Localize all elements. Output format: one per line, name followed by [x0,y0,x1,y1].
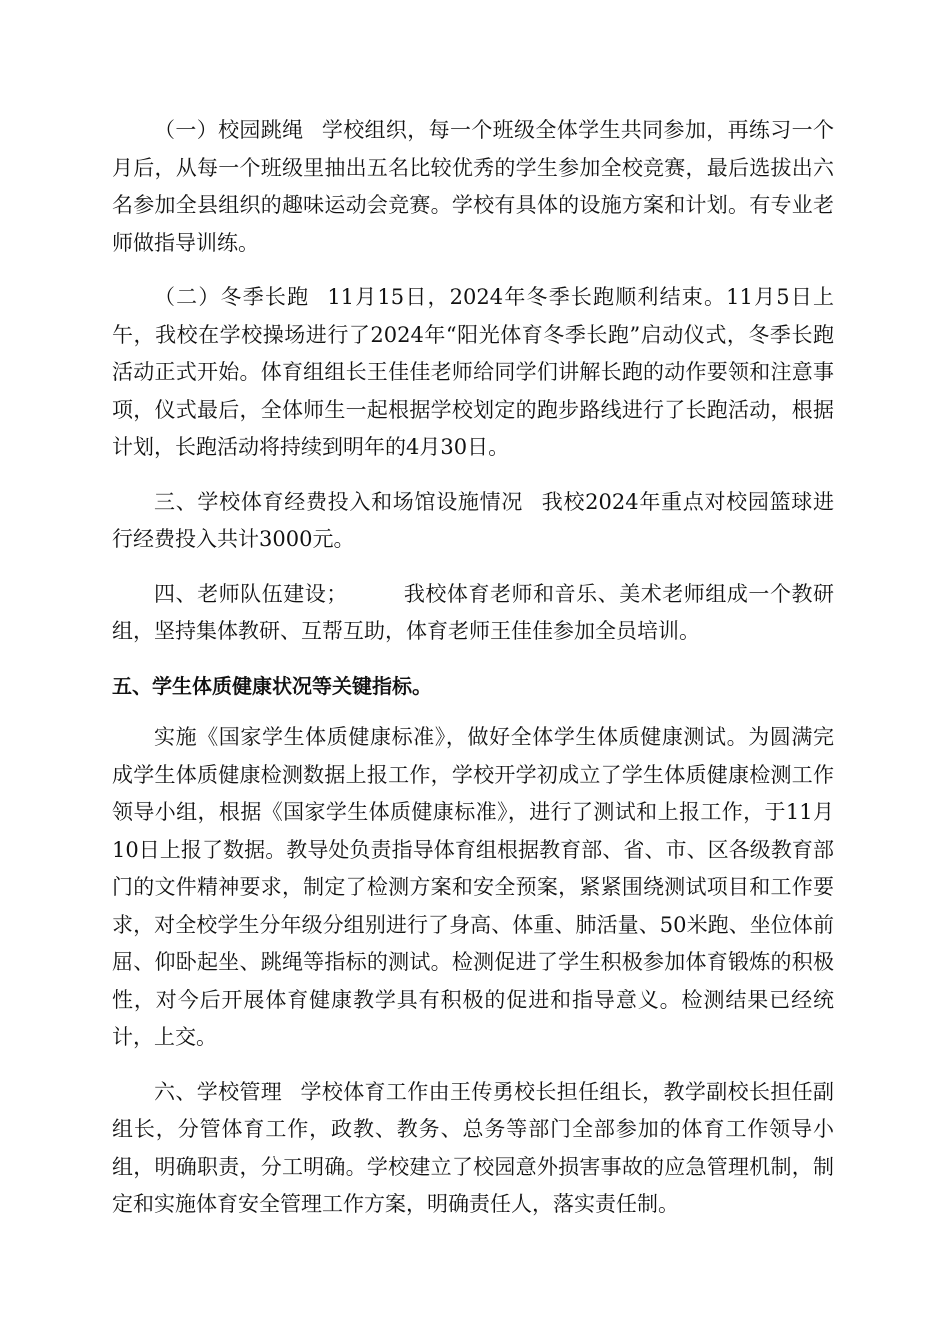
section-label-funding: 三、学校体育经费投入和场馆设施情况 [154,489,524,514]
section-label-management: 六、学校管理 [154,1079,283,1104]
section-label-winter-run: （二）冬季长跑 [154,285,310,309]
paragraph-jump-rope [112,112,834,262]
paragraph-winter-run [112,279,834,467]
paragraph-teachers [112,576,834,651]
section-text-winter-run: 11月15日，2024年冬季长跑顺利结束。11月5日上午，我校在学校操场进行了2024年“阳光体育冬季长跑”启动仪式，冬季长跑活动正式开始。体育组组长王佳佳老师给同学们讲解长跑的动作要领和注意事项，仪式最后，全体师生一起根据学校划定的跑步路线进行了长跑活动，根据计划，长跑活动将持续到明年的4月30日。 [112,285,835,459]
paragraph-management [112,1074,834,1224]
section-text-health: 实施《国家学生体质健康标准》，做好全体学生体质健康测试。为圆满完成学生体质健康检测数据上报工作，学校开学初成立了学生体质健康检测工作领导小组，根据《国家学生体质健康标准》，进行了测试和上报工作，于11月10日上报了数据。教导处负责指导体育组根据教育部、省、市、区各级教育部门的文件精神要求，制定了检测方案和安全预案，紧紧围绕测试项目和工作要求，对全校学生分年级分组别进行了身高、体重、肺活量、50米跑、坐位体前屈、仰卧起坐、跳绳等指标的测试。检测促进了学生积极参加体育锻炼的积极性，对今后开展体育健康教学具有积极的促进和指导意义。检测结果已经统计，上交。 [112,725,834,1049]
section-text-funding: 我校2024年重点对校园篮球进行经费投入共计3000元。 [112,489,834,551]
section-label-jump-rope: （一）校园跳绳 [154,118,304,142]
document-page [112,112,834,1241]
section-text-management: 学校体育工作由王传勇校长担任组长，教学副校长担任副组长，分管体育工作，政教、教务、总务等部门全部参加的体育工作领导小组，明确职责，分工明确。学校建立了校园意外损害事故的应急管理机制，制定和实施体育安全管理工作方案，明确责任人，落实责任制。 [112,1079,835,1216]
section-label-teachers: 四、老师队伍建设； [154,581,348,606]
section-text-jump-rope: 学校组织，每一个班级全体学生共同参加，再练习一个月后，从每一个班级里抽出五名比较优秀的学生参加全校竞赛，最后选拔出六名参加全县组织的趣味运动会竞赛。学校有具体的设施方案和计划。有专业老师做指导训练。 [112,118,834,255]
paragraph-health [112,719,834,1057]
section-text-teachers: 我校体育老师和音乐、美术老师组成一个教研组，坚持集体教研、互帮互助，体育老师王佳佳参加全员培训。 [112,581,835,643]
section-heading-health: 五、学生体质健康状况等关键指标。 [112,673,432,698]
paragraph-funding [112,484,834,559]
